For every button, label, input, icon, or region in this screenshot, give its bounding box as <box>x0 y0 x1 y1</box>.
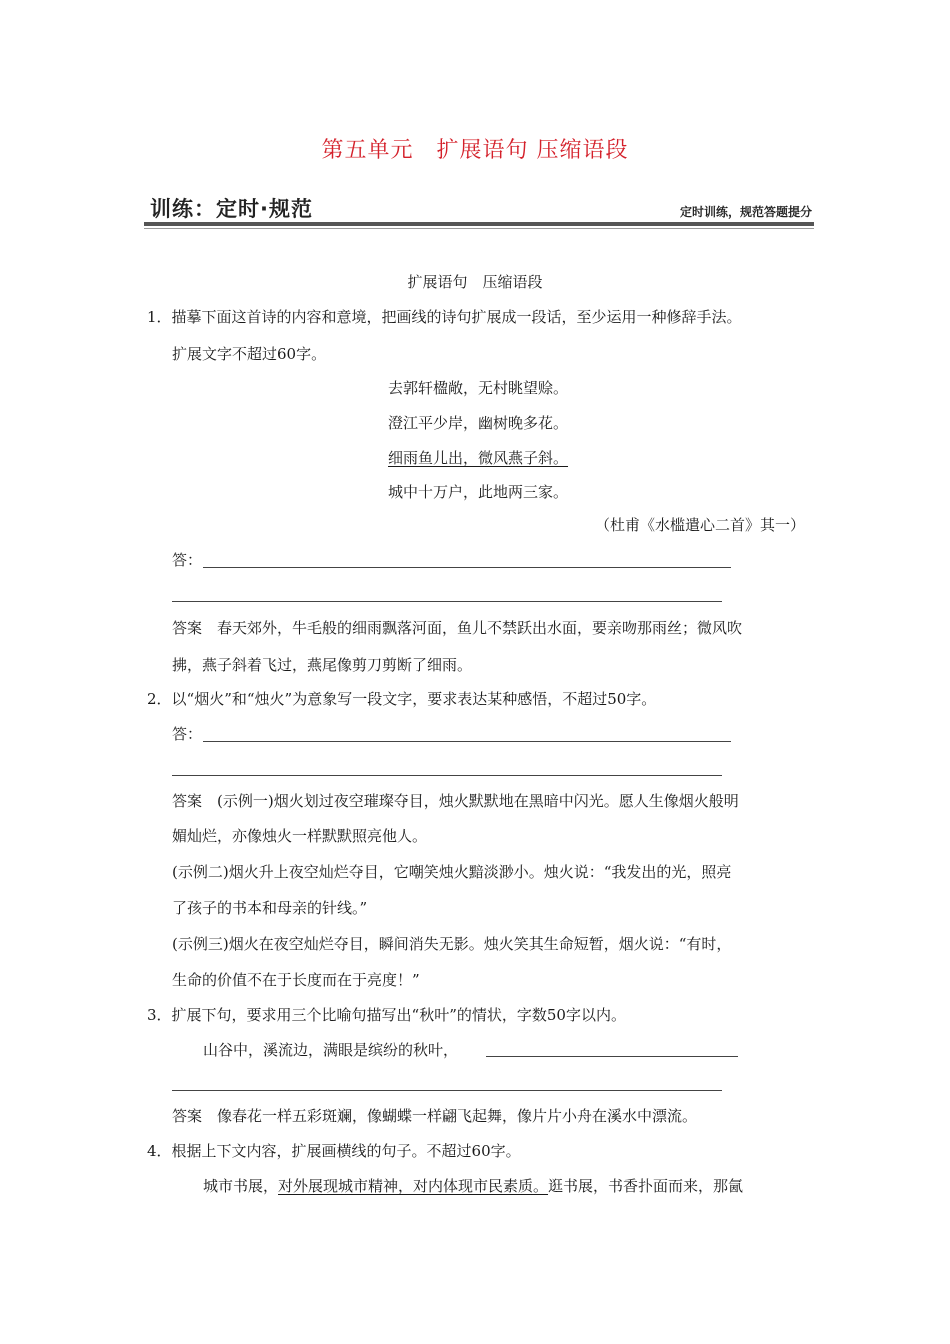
banner-rule-thick <box>144 222 814 226</box>
q4-passage-before: 城市书展， <box>203 1177 279 1195</box>
q2-answer-label: 答： <box>172 725 203 743</box>
q2-answer-text-line6: 生命的价值不在于长度而在于亮度！” <box>172 971 420 989</box>
q2-answer-text-line1: 答案 (示例一)烟火划过夜空璀璨夺目，烛火默默地在黑暗中闪光。愿人生像烟火般明 <box>172 792 739 810</box>
q1-answer-label: 答： <box>172 551 203 569</box>
q2-answer-line-2[interactable] <box>172 775 722 776</box>
q1-answer-text-line2: 拂，燕子斜着飞过，燕尾像剪刀剪断了细雨。 <box>172 656 473 674</box>
q4-stem: 4．根据上下文内容，扩展画横线的句子。不超过60字。 <box>147 1142 521 1160</box>
q1-poem-line3-underlined: 细雨鱼儿出，微风燕子斜。 <box>388 449 569 467</box>
q2-answer-text-line4: 了孩子的书本和母亲的针线。” <box>172 899 368 917</box>
training-banner-slogan: 定时训练，规范答题提分 <box>679 205 812 219</box>
banner-rule-thin <box>144 228 814 229</box>
q2-answer-text-line5: (示例三)烟火在夜空灿烂夺目，瞬间消失无影。烛火笑其生命短暂，烟火说：“有时， <box>172 935 732 953</box>
q2-answer-line-1[interactable] <box>203 741 731 742</box>
page-title: 第五单元 扩展语句 压缩语段 <box>321 138 629 163</box>
q1-answer-line-1[interactable] <box>203 567 731 568</box>
q3-answer-line-1[interactable] <box>486 1056 738 1057</box>
q4-passage-underlined: 对外展现城市精神，对内体现市民素质。 <box>278 1177 549 1195</box>
q1-poem-source: （杜甫《水槛遣心二首》其一） <box>594 516 805 534</box>
q3-answer-line-2[interactable] <box>172 1090 722 1091</box>
q3-stem: 3．扩展下句，要求用三个比喻句描写出“秋叶”的情状，字数50字以内。 <box>147 1006 626 1024</box>
q3-answer-text: 答案 像春花一样五彩斑斓，像蝴蝶一样翩飞起舞，像片片小舟在溪水中漂流。 <box>172 1107 698 1125</box>
q1-poem-line2: 澄江平少岸，幽树晚多花。 <box>388 414 569 432</box>
q4-passage <box>203 1176 743 1196</box>
q1-poem-line4: 城中十万户，此地两三家。 <box>388 483 569 501</box>
q1-stem-line2: 扩展文字不超过60字。 <box>172 345 327 363</box>
q2-answer-text-line2: 媚灿烂，亦像烛火一样默默照亮他人。 <box>172 827 428 845</box>
q1-answer-line-2[interactable] <box>172 601 722 602</box>
q4-passage-after: 逛书展，书香扑面而来，那氤 <box>548 1177 744 1195</box>
q1-answer-text-line1: 答案 春天郊外，牛毛般的细雨飘落河面，鱼儿不禁跃出水面，要亲吻那雨丝；微风吹 <box>172 619 743 637</box>
section-title: 扩展语句 压缩语段 <box>407 273 543 291</box>
q2-stem: 2．以“烟火”和“烛火”为意象写一段文字，要求表达某种感悟，不超过50字。 <box>147 690 657 708</box>
q1-poem-line1: 去郭轩楹敞，无村眺望赊。 <box>388 379 569 397</box>
q1-stem-line1: 1．描摹下面这首诗的内容和意境，把画线的诗句扩展成一段话，至少运用一种修辞手法。 <box>147 308 742 326</box>
training-banner-label: 训练：定时·规范 <box>150 197 313 221</box>
q3-prompt: 山谷中，溪流边，满眼是缤纷的秋叶， <box>203 1041 459 1059</box>
q2-answer-text-line3: (示例二)烟火升上夜空灿烂夺目，它嘲笑烛火黯淡渺小。烛火说：“我发出的光，照亮 <box>172 863 732 881</box>
